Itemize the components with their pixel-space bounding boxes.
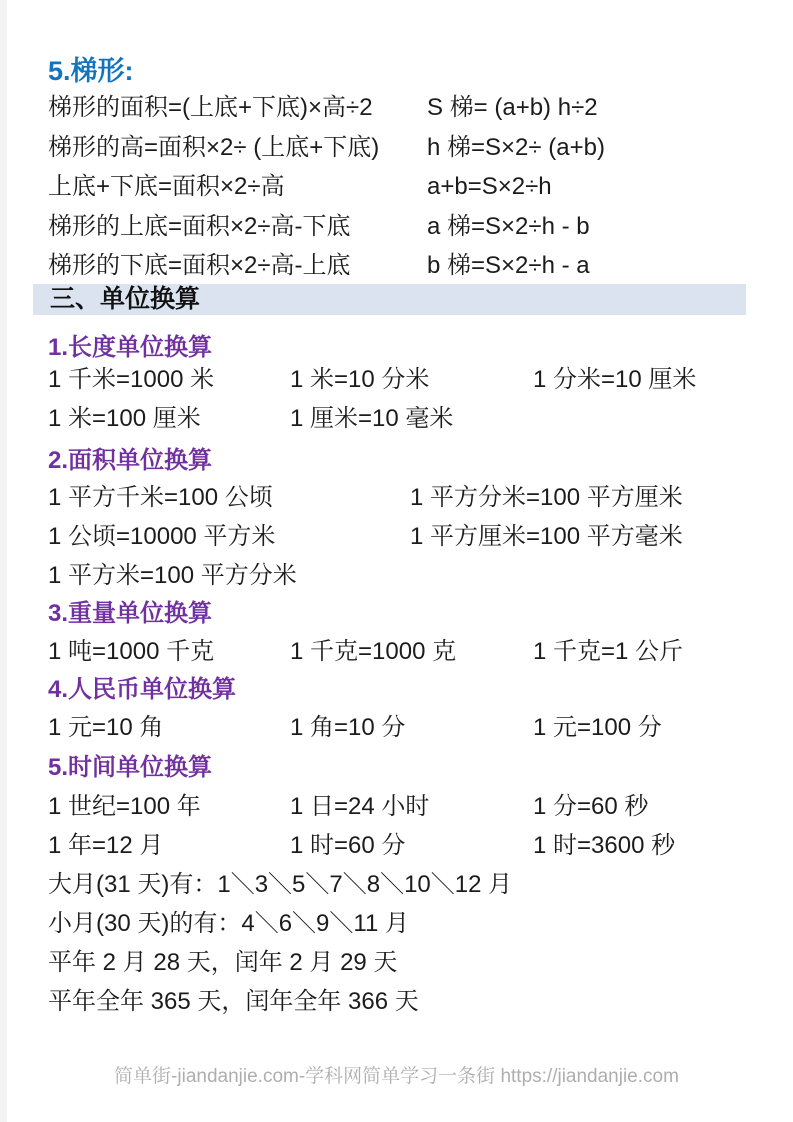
time-units-heading: 5.时间单位换算 [48, 754, 213, 781]
note-line: 小月(30 天)的有：4＼6＼9＼11 月 [48, 910, 409, 937]
conversion-row [48, 399, 768, 438]
conversion-row [48, 632, 768, 671]
conversion-item: 1 平方千米=100 公顷 [48, 484, 273, 511]
note-line: 平年全年 365 天，闰年全年 366 天 [48, 988, 419, 1015]
money-units-list [48, 708, 768, 747]
trapezoid-formula-row [48, 246, 768, 286]
formula-symbolic: h 梯=S×2÷ (a+b) [427, 133, 605, 161]
trapezoid-formula-row [48, 167, 768, 207]
conversion-item: 1 角=10 分 [290, 714, 406, 741]
trapezoid-formula-row [48, 207, 768, 247]
trapezoid-formula-row [48, 128, 768, 168]
conversion-item: 1 米=100 厘米 [48, 405, 201, 432]
conversion-item: 1 厘米=10 毫米 [290, 405, 454, 432]
conversion-item: 1 年=12 月 [48, 832, 164, 859]
conversion-item: 1 时=60 分 [290, 832, 406, 859]
conversion-item: 1 吨=1000 千克 [48, 638, 215, 665]
weight-units-list [48, 632, 768, 671]
formula-cn: 梯形的面积=(上底+下底)×高÷2 [48, 94, 373, 121]
conversion-item: 1 时=3600 秒 [533, 832, 676, 859]
conversion-row [48, 478, 768, 517]
conversion-item: 1 平方米=100 平方分米 [48, 562, 297, 589]
area-units-list [48, 478, 768, 595]
money-units-heading: 4.人民币单位换算 [48, 676, 237, 703]
area-units-heading: 2.面积单位换算 [48, 447, 213, 474]
note-line: 大月(31 天)有：1＼3＼5＼7＼8＼10＼12 月 [48, 871, 513, 898]
trapezoid-formula-list [48, 88, 768, 286]
calendar-notes [48, 865, 768, 1021]
conversion-row [48, 826, 768, 865]
footer-watermark: 简单街-jiandanjie.com-学科网简单学习一条街 https://jiandanjie.com [114, 1066, 679, 1087]
formula-symbolic: b 梯=S×2÷h - a [427, 252, 590, 279]
conversion-item [410, 556, 768, 595]
formula-symbolic: a 梯=S×2÷h - b [427, 212, 590, 240]
conversion-item: 1 分米=10 厘米 [533, 366, 697, 393]
formula-cn: 梯形的下底=面积×2÷高-上底 [48, 252, 351, 279]
weight-units-heading: 3.重量单位换算 [48, 600, 213, 627]
conversion-item: 1 公顷=10000 平方米 [48, 523, 276, 550]
formula-cn: 梯形的高=面积×2÷ (上底+下底) [48, 133, 380, 161]
conversion-item: 1 元=100 分 [533, 714, 662, 741]
conversion-row [48, 787, 768, 826]
conversion-row [48, 556, 768, 595]
conversion-item [533, 399, 768, 438]
note-line: 平年 2 月 28 天，闰年 2 月 29 天 [48, 949, 398, 976]
conversion-item: 1 千克=1 公斤 [533, 638, 684, 665]
conversion-item: 1 千克=1000 克 [290, 638, 457, 665]
page-edge-shade [0, 0, 7, 1122]
conversion-row [48, 360, 768, 399]
conversion-row [48, 708, 768, 747]
conversion-row [48, 517, 768, 556]
conversion-item: 1 世纪=100 年 [48, 793, 201, 820]
length-units-list [48, 360, 768, 438]
formula-cn: 上底+下底=面积×2÷高 [48, 173, 285, 200]
trapezoid-heading: 5.梯形: [48, 56, 134, 86]
conversion-item: 1 元=10 角 [48, 714, 164, 741]
conversion-item: 1 米=10 分米 [290, 366, 430, 393]
section-band [33, 284, 746, 315]
formula-cn: 梯形的上底=面积×2÷高-下底 [48, 212, 351, 240]
time-units-list [48, 787, 768, 865]
formula-symbolic: S 梯= (a+b) h÷2 [427, 94, 598, 121]
conversion-item: 1 千米=1000 米 [48, 366, 215, 393]
conversion-item: 1 平方厘米=100 平方毫米 [410, 523, 683, 550]
conversion-item: 1 平方分米=100 平方厘米 [410, 484, 683, 511]
conversion-item: 1 日=24 小时 [290, 793, 430, 820]
section-band-title: 三、单位换算 [50, 285, 201, 313]
trapezoid-formula-row [48, 88, 768, 128]
conversion-item: 1 分=60 秒 [533, 793, 649, 820]
formula-symbolic: a+b=S×2÷h [427, 173, 552, 200]
length-units-heading: 1.长度单位换算 [48, 334, 213, 361]
